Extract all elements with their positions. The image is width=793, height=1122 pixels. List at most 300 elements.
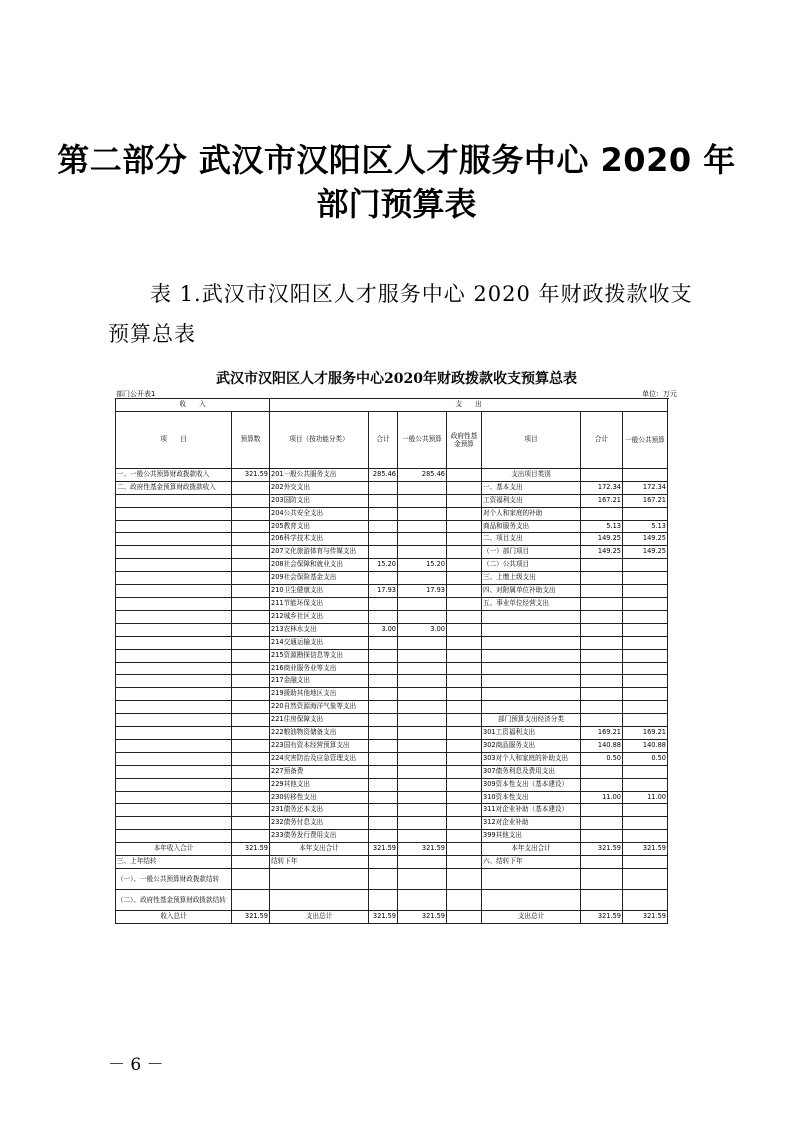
table-cell	[623, 765, 668, 778]
table-row	[116, 597, 668, 610]
table-cell: 一、一般公共预算财政拨款收入	[116, 468, 232, 481]
header-item: 项 目	[116, 411, 232, 468]
table-cell	[116, 701, 232, 714]
table-cell	[447, 765, 482, 778]
table-cell: 商品和服务支出	[482, 520, 581, 533]
table-cell	[581, 714, 623, 727]
table-cell: 支出项目类别	[482, 468, 581, 481]
table-cell: 213农林水支出	[270, 623, 369, 636]
header-item-by-function: 项目（按功能分类）	[270, 411, 369, 468]
table-cell	[116, 830, 232, 843]
expense-total-label: 本年支出合计	[270, 843, 369, 856]
table-row-income-total	[116, 843, 668, 856]
table-cell	[116, 597, 232, 610]
table-row	[116, 623, 668, 636]
table-row	[116, 791, 668, 804]
table-cell	[398, 649, 447, 662]
table-cell: 222粮油物资储备支出	[270, 727, 369, 740]
table-cell	[232, 688, 270, 701]
table-cell	[369, 662, 398, 675]
table-cell	[116, 649, 232, 662]
table-cell	[581, 778, 623, 791]
grand-expense2-gp: 321.59	[623, 911, 668, 924]
table-cell	[482, 649, 581, 662]
table-row	[116, 778, 668, 791]
table-row	[116, 533, 668, 546]
table-cell: 167.21	[581, 494, 623, 507]
table-cell	[232, 675, 270, 688]
table-cell: 204公共安全支出	[270, 507, 369, 520]
header-general-budget2: 一般公共预算	[623, 411, 668, 468]
table-cell	[581, 662, 623, 675]
table-cell	[116, 752, 232, 765]
table-cell	[369, 675, 398, 688]
table-cell	[232, 778, 270, 791]
table-cell: 232债务付息支出	[270, 817, 369, 830]
header-row-1	[116, 399, 668, 412]
table-cell	[623, 688, 668, 701]
table-cell	[581, 804, 623, 817]
table-cell	[398, 778, 447, 791]
page-heading-line1: 第二部分 武汉市汉阳区人才服务中心 2020 年	[57, 141, 736, 179]
table-cell	[447, 830, 482, 843]
table-cell	[447, 494, 482, 507]
header-budget-amount: 预算数	[232, 411, 270, 468]
table-cell: 5.13	[581, 520, 623, 533]
table-row	[116, 727, 668, 740]
table-cell	[232, 494, 270, 507]
table-cell: 169.21	[581, 727, 623, 740]
table-cell	[232, 752, 270, 765]
table-cell	[232, 817, 270, 830]
table-cell	[482, 636, 581, 649]
table-cell	[581, 817, 623, 830]
table-cell	[369, 778, 398, 791]
table-cell: 309资本性支出（基本建设）	[482, 778, 581, 791]
table-cell: 214交通运输支出	[270, 636, 369, 649]
header-income: 收 入	[116, 399, 270, 412]
table-cell	[116, 727, 232, 740]
table-row	[116, 804, 668, 817]
table-cell	[116, 520, 232, 533]
table-cell	[482, 610, 581, 623]
table-cell	[623, 585, 668, 598]
table-cell	[232, 533, 270, 546]
table-cell	[398, 817, 447, 830]
table-row	[116, 739, 668, 752]
header-total2: 合计	[581, 411, 623, 468]
table-cell	[581, 701, 623, 714]
table-cell: 219援助其他地区支出	[270, 688, 369, 701]
expense-total-label2: 本年支出合计	[482, 843, 581, 856]
table-cell: 312对企业补助	[482, 817, 581, 830]
table-cell: 四、对附属单位补助支出	[482, 585, 581, 598]
table-cell	[232, 765, 270, 778]
carry-gp-label: （一）、一般公共预算财政拨款结转	[116, 869, 232, 890]
table-cell	[116, 817, 232, 830]
table-cell: 230转移性支出	[270, 791, 369, 804]
table-row	[116, 520, 668, 533]
table-cell: 229其他支出	[270, 778, 369, 791]
grand-expense2: 321.59	[581, 911, 623, 924]
table-cell: 149.25	[581, 546, 623, 559]
table-cell: 172.34	[623, 481, 668, 494]
table-cell	[398, 494, 447, 507]
header-general-budget: 一般公共预算	[398, 411, 447, 468]
table-cell	[447, 688, 482, 701]
table-cell: 203国防支出	[270, 494, 369, 507]
table-cell	[116, 688, 232, 701]
table-cell	[116, 533, 232, 546]
table-cell: 149.25	[623, 533, 668, 546]
table-cell	[623, 649, 668, 662]
table-cell	[581, 597, 623, 610]
table-cell	[116, 623, 232, 636]
table-cell: 15.20	[398, 559, 447, 572]
table-cell	[398, 791, 447, 804]
table-cell: 215资源勘探信息等支出	[270, 649, 369, 662]
table-cell: 3.00	[398, 623, 447, 636]
table-cell	[447, 727, 482, 740]
table-cell	[232, 610, 270, 623]
table-title: 武汉市汉阳区人才服务中心2020年财政拨款收支预算总表	[216, 371, 577, 387]
table-cell	[398, 765, 447, 778]
table-cell	[232, 636, 270, 649]
table-cell	[369, 804, 398, 817]
table-cell	[232, 727, 270, 740]
income-total: 321.59	[232, 843, 270, 856]
table-cell	[398, 520, 447, 533]
table-cell	[581, 765, 623, 778]
table-cell	[447, 572, 482, 585]
table-cell	[581, 830, 623, 843]
table-cell: 311对企业补助（基本建设）	[482, 804, 581, 817]
table-cell: 208社会保障和就业支出	[270, 559, 369, 572]
table-cell	[398, 597, 447, 610]
table-cell	[232, 572, 270, 585]
table-cell	[116, 791, 232, 804]
table-cell: 部门预算支出经济分类	[482, 714, 581, 727]
table-cell: 140.88	[581, 739, 623, 752]
table-row	[116, 559, 668, 572]
table-cell: 一、基本支出	[482, 481, 581, 494]
table-cell	[581, 610, 623, 623]
table-cell: 17.93	[369, 585, 398, 598]
table-cell	[623, 636, 668, 649]
table-row	[116, 636, 668, 649]
table-row	[116, 817, 668, 830]
table-cell	[232, 830, 270, 843]
table-cell: 285.46	[398, 468, 447, 481]
table-cell	[398, 739, 447, 752]
table-cell	[447, 649, 482, 662]
table-cell	[581, 636, 623, 649]
table-row	[116, 688, 668, 701]
table-cell: 169.21	[623, 727, 668, 740]
expense-total2: 321.59	[581, 843, 623, 856]
table-row	[116, 481, 668, 494]
table-row	[116, 468, 668, 481]
table-cell	[369, 494, 398, 507]
table-cell	[623, 623, 668, 636]
table-cell	[369, 817, 398, 830]
table-cell: （二）公共项目	[482, 559, 581, 572]
table-cell	[623, 597, 668, 610]
table-cell	[369, 752, 398, 765]
table-cell	[398, 572, 447, 585]
table-cell	[447, 520, 482, 533]
table-cell	[232, 649, 270, 662]
table-cell: 172.34	[581, 481, 623, 494]
table-cell	[398, 714, 447, 727]
table-cell: 209社会保险基金支出	[270, 572, 369, 585]
grand-expense-label: 支出总计	[270, 911, 369, 924]
table-cell	[623, 610, 668, 623]
table-cell: 220自然资源海洋气象等支出	[270, 701, 369, 714]
table-cell: 303对个人和家庭的补助支出	[482, 752, 581, 765]
table-cell	[398, 546, 447, 559]
carry-gf-label: （二）、政府性基金预算财政拨款结转	[116, 890, 232, 911]
table-cell: 399其他支出	[482, 830, 581, 843]
grand-expense-label2: 支出总计	[482, 911, 581, 924]
table-row	[116, 494, 668, 507]
table-cell	[447, 546, 482, 559]
table-cell	[232, 714, 270, 727]
table-cell: 307债务利息及费用支出	[482, 765, 581, 778]
table-cell: 207文化旅游体育与传媒支出	[270, 546, 369, 559]
table-row	[116, 714, 668, 727]
table-cell: 223国有资本经营预算支出	[270, 739, 369, 752]
table-cell: 0.50	[581, 752, 623, 765]
expense-total: 321.59	[369, 843, 398, 856]
table-cell	[447, 714, 482, 727]
table-row	[116, 752, 668, 765]
table-cell	[398, 701, 447, 714]
table-cell	[398, 662, 447, 675]
table-cell	[581, 688, 623, 701]
table-row	[116, 507, 668, 520]
table-cell	[232, 507, 270, 520]
table-cell	[581, 623, 623, 636]
table-cell	[398, 481, 447, 494]
table-cell	[447, 739, 482, 752]
table-cell: 0.50	[623, 752, 668, 765]
table-cell	[369, 739, 398, 752]
table-cell	[116, 636, 232, 649]
table-cell: 231债务还本支出	[270, 804, 369, 817]
table-cell	[447, 610, 482, 623]
table-cell: 221住房保障支出	[270, 714, 369, 727]
table-cell	[623, 507, 668, 520]
table-cell: 11.00	[623, 791, 668, 804]
table-cell	[623, 675, 668, 688]
income-total-label: 本年收入合计	[116, 843, 232, 856]
table-cell	[581, 468, 623, 481]
table-row-carry	[116, 856, 668, 869]
table-cell	[398, 533, 447, 546]
table-cell	[447, 481, 482, 494]
table-cell	[116, 572, 232, 585]
table-cell: 149.25	[623, 546, 668, 559]
header-gov-fund: 政府性基金预算	[447, 411, 482, 468]
table-cell	[581, 585, 623, 598]
table-cell	[116, 765, 232, 778]
table-row	[116, 675, 668, 688]
table-cell	[369, 727, 398, 740]
table-cell	[447, 507, 482, 520]
table-cell	[369, 610, 398, 623]
table-cell	[623, 662, 668, 675]
table-cell: 217金融支出	[270, 675, 369, 688]
table-cell	[447, 623, 482, 636]
table-cell	[581, 572, 623, 585]
table-cell	[447, 468, 482, 481]
table-cell	[232, 791, 270, 804]
table-cell: 285.46	[369, 468, 398, 481]
table-cell	[232, 546, 270, 559]
table-row	[116, 585, 668, 598]
table-cell	[369, 546, 398, 559]
carry-label: 三、上年结转	[116, 856, 232, 869]
table-cell	[482, 623, 581, 636]
table-cell	[398, 675, 447, 688]
table-cell: 321.59	[232, 468, 270, 481]
form-number: 部门公开表1	[116, 390, 156, 398]
table-cell: 206科学技术支出	[270, 533, 369, 546]
table-cell: 工资福利支出	[482, 494, 581, 507]
table-cell	[623, 559, 668, 572]
table-cell	[447, 533, 482, 546]
table-caption: 表 1.武汉市汉阳区人才服务中心 2020 年财政拨款收支预算总表	[108, 282, 693, 346]
table-cell	[232, 597, 270, 610]
table-cell	[398, 507, 447, 520]
table-cell: 140.88	[623, 739, 668, 752]
table-footer	[116, 843, 668, 924]
unit-label: 单位：万元	[642, 390, 677, 398]
table-cell	[369, 830, 398, 843]
header-item2: 项目	[482, 411, 581, 468]
table-cell	[369, 533, 398, 546]
table-cell	[581, 507, 623, 520]
table-cell	[232, 520, 270, 533]
table-cell	[398, 727, 447, 740]
table-cell	[581, 649, 623, 662]
table-cell	[623, 804, 668, 817]
table-cell	[447, 791, 482, 804]
table-cell: 11.00	[581, 791, 623, 804]
table-row	[116, 610, 668, 623]
grand-expense-gp: 321.59	[398, 911, 447, 924]
table-cell	[623, 714, 668, 727]
header-expense: 支 出	[270, 399, 668, 412]
table-body	[116, 468, 668, 842]
table-cell: 227预备费	[270, 765, 369, 778]
table-cell: 15.20	[369, 559, 398, 572]
grand-income: 321.59	[232, 911, 270, 924]
header-total: 合计	[369, 411, 398, 468]
carry-forward-label2: 六、结转下年	[482, 856, 581, 869]
table-row-carry-gp	[116, 869, 668, 890]
expense-total-gp: 321.59	[398, 843, 447, 856]
table-cell	[232, 739, 270, 752]
page-heading-line2: 部门预算表	[316, 185, 477, 223]
table-cell	[447, 701, 482, 714]
table-cell: 对个人和家庭的补助	[482, 507, 581, 520]
table-cell	[369, 636, 398, 649]
table-cell	[116, 714, 232, 727]
table-cell: 212城乡社区支出	[270, 610, 369, 623]
table-cell	[369, 597, 398, 610]
table-cell: 二、政府性基金预算财政拨款收入	[116, 481, 232, 494]
table-cell	[482, 662, 581, 675]
table-cell	[369, 507, 398, 520]
table-cell	[447, 597, 482, 610]
table-cell	[369, 701, 398, 714]
table-cell: 167.21	[623, 494, 668, 507]
table-cell	[447, 675, 482, 688]
table-cell	[369, 791, 398, 804]
table-cell	[116, 662, 232, 675]
table-cell: 210卫生健康支出	[270, 585, 369, 598]
table-cell	[116, 585, 232, 598]
table-cell: 233债务发行费用支出	[270, 830, 369, 843]
table-row	[116, 662, 668, 675]
table-cell: 17.93	[398, 585, 447, 598]
table-cell: 302商品服务支出	[482, 739, 581, 752]
table-cell	[623, 830, 668, 843]
table-cell	[369, 688, 398, 701]
table-cell	[447, 662, 482, 675]
table-cell: 211节能环保支出	[270, 597, 369, 610]
grand-income-label: 收入总计	[116, 911, 232, 924]
table-cell	[232, 701, 270, 714]
table-cell	[232, 623, 270, 636]
table-cell: 五、事业单位经营支出	[482, 597, 581, 610]
table-cell	[398, 830, 447, 843]
table-cell	[398, 752, 447, 765]
table-cell: 二、项目支出	[482, 533, 581, 546]
table-row	[116, 701, 668, 714]
expense-total-gf	[447, 843, 482, 856]
table-cell	[369, 714, 398, 727]
table-cell	[116, 739, 232, 752]
table-cell	[623, 778, 668, 791]
table-cell	[116, 675, 232, 688]
table-cell	[116, 804, 232, 817]
table-cell: 3.00	[369, 623, 398, 636]
table-cell: 202外交支出	[270, 481, 369, 494]
table-row	[116, 649, 668, 662]
table-cell	[116, 778, 232, 791]
table-cell	[232, 804, 270, 817]
table-cell	[398, 610, 447, 623]
table-cell: 5.13	[623, 520, 668, 533]
table-row	[116, 830, 668, 843]
table-cell	[398, 688, 447, 701]
table-cell	[232, 481, 270, 494]
table-cell	[116, 610, 232, 623]
table-cell: 201一般公共服务支出	[270, 468, 369, 481]
table-cell	[623, 468, 668, 481]
table-cell: 205教育支出	[270, 520, 369, 533]
table-cell	[116, 507, 232, 520]
table-row	[116, 546, 668, 559]
header-row-2	[116, 411, 668, 468]
table-cell	[232, 662, 270, 675]
table-cell	[369, 765, 398, 778]
table-cell	[623, 701, 668, 714]
table-cell	[447, 778, 482, 791]
